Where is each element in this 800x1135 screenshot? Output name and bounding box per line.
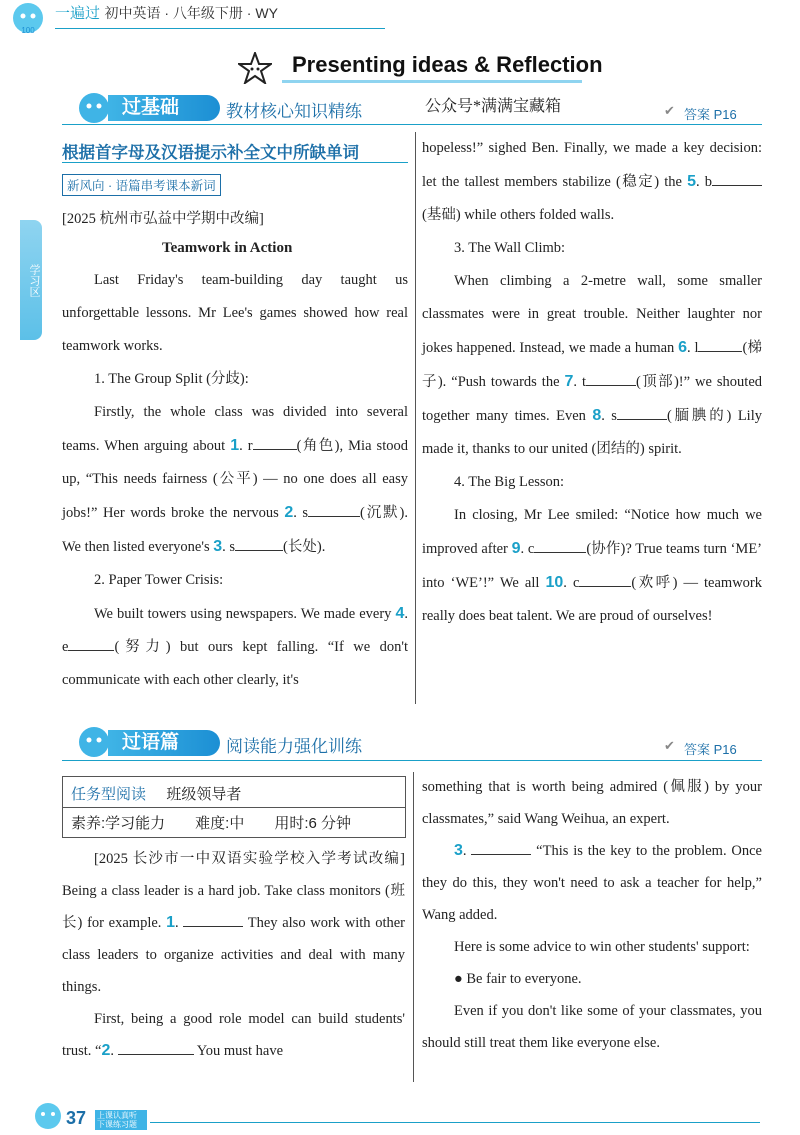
task-instruction: 根据首字母及汉语提示补全文中所缺单词 bbox=[62, 144, 359, 162]
reading-left: [2025 长沙市一中双语实验学校入学考试改编] Being a class leader is a hard job. Take class monitors (班长) for example. 1. They also work with other class leaders to organize activities and deal with many things. First, being a good role model can build students' trust. “2. You must have bbox=[62, 851, 405, 1059]
section2-pill: 过语篇 bbox=[108, 730, 220, 756]
footer-mascot-icon bbox=[28, 1100, 68, 1130]
section1-answer-ref: 答案 P16 bbox=[684, 107, 737, 122]
task-info-box bbox=[62, 776, 406, 838]
passage-left: Last Friday's team-building day taught us unforgettable lessons. Mr Lee's games showed how real teamwork works. 1. The Group Split (分歧): Firstly, the whole class was divided into several teams. When arguing about 1. r (角色), Mia stood up, “This needs fairness (公平) — no one does all easy jobs!” Her words broke the nervous 2. s (沉默). We then listed everyone's 3. s (长处). 2. Paper Tower Crisis: We built towers using newspapers. We made every 4. e (努力) but ours kept falling. “If we don't communicate with each other clearly, it's bbox=[62, 272, 408, 688]
svg-text:100: 100 bbox=[21, 26, 35, 35]
watermark: 公众号*满满宝藏箱 bbox=[425, 98, 562, 115]
section1-subtitle: 教材核心知识精练 bbox=[226, 102, 362, 121]
task-topic: 班级领导者 bbox=[166, 786, 242, 803]
book-title: 初中英语 · 八年级下册 · WY bbox=[104, 5, 278, 21]
series-name: 一遍过 bbox=[55, 5, 101, 22]
task-meta: 素养:学习能力 难度:中 用时:6 分钟 bbox=[63, 807, 405, 833]
star-icon bbox=[238, 52, 272, 84]
task-tag: 新风向 · 语篇串考课本新词 bbox=[62, 174, 221, 196]
reading-right: something that is worth being admired (佩服) by your classmates,” said Wang Weihua, an expert. 3. “This is the key to the problem. Once they do this, they won't need to ask a teacher for help,” Wang added. Here is some advice to win other students' support: ● Be fair to everyone. Even if you don't like some of your classmates, you should still treat them like everyone else. bbox=[422, 779, 762, 1051]
footer-tag: 上课认真听 下课练习题 bbox=[95, 1110, 147, 1130]
task-type: 任务型阅读 bbox=[71, 786, 147, 803]
passage-title: Teamwork in Action bbox=[162, 240, 293, 256]
check-icon: ✔ bbox=[664, 103, 675, 118]
check-icon: ✔ bbox=[664, 738, 675, 753]
unit-title: Presenting ideas & Reflection bbox=[292, 52, 603, 77]
page-number: 37 bbox=[66, 1108, 87, 1128]
section1-pill: 过基础 bbox=[108, 95, 220, 121]
sidebar-tab: 学习区 bbox=[20, 220, 42, 340]
section2-subtitle: 阅读能力强化训练 bbox=[226, 737, 362, 756]
section2-answer-ref: 答案 P16 bbox=[684, 742, 737, 757]
header-logo-icon bbox=[6, 0, 50, 38]
passage-right: hopeless!” sighed Ben. Finally, we made a key decision: let the tallest members stabilize (稳定) the 5. b(基础) while others folded walls. 3. The Wall Climb: When climbing a 2-metre wall, some smaller classmates were in great trouble. Neither laughter nor jokes happened. Instead, we made a human 6. l (梯子). “Push towards the 7. t (顶部)!” we shouted together many times. Even 8. s (腼腆的) Lily made it, thanks to our united (团结的) spirit. 4. The Big Lesson: In closing, Mr Lee smiled: “Notice how much we improved after 9. c (协作)? True teams turn ‘ME’ into ‘WE’!” We all 10. c (欢呼) — teamwork really does beat talent. We are proud of ourselves! bbox=[422, 140, 763, 624]
source-note: [2025 杭州市弘益中学期中改编] bbox=[62, 211, 264, 227]
